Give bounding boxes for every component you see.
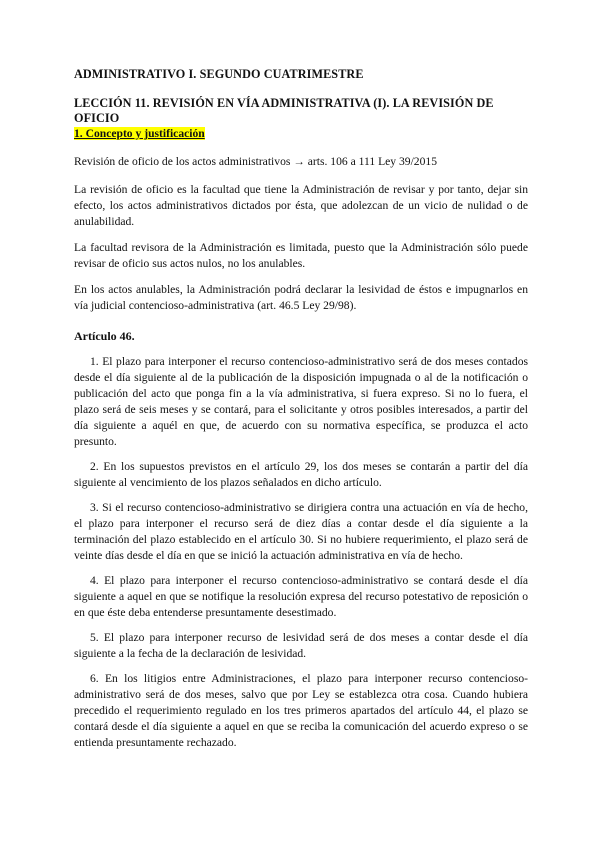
paragraph-anulables: En los actos anulables, la Administración podrá declarar la lesividad de éstos e impugnarlos en vía judicial contencioso-administrativa (art. 46.5 Ley 29/98). [74, 283, 528, 312]
article-item-5: 5. El plazo para interponer recurso de lesividad será de dos meses a contar desde el día siguiente a la fecha de la declaración de lesividad. [74, 631, 528, 660]
article-item-3: 3. Si el recurso contencioso-administrativo se dirigiera contra una actuación en vía de hecho, el plazo para interponer el recurso será de diez días a contar desde el día siguiente a la terminación del plazo establecido en el artículo 30. Si no hubiere requerimiento, el plazo será de veinte días desde el día en que se inició la actuación administrativa en vía de hecho. [74, 501, 528, 562]
article-item-1: 1. El plazo para interponer el recurso contencioso-administrativo será de dos meses contados desde el día siguiente al de la publicación de la disposición impugnada o al de la notificación o publicación del acto que ponga fin a la vía administrativa, si fuera expreso. Si no lo fuera, el plazo será de seis meses y se contará, para el solicitante y otros posibles interesados, a partir del día siguiente a aquél en que, de acuerdo con su normativa específica, se produzca el acto presunto. [74, 355, 528, 448]
article-item-2: 2. En los supuestos previstos en el artículo 29, los dos meses se contarán a partir del día siguiente al vencimiento de los plazos señalados en dicho artículo. [74, 460, 528, 489]
paragraph-legal-reference: Revisión de oficio de los actos administrativos → arts. 106 a 111 Ley 39/2015 [74, 155, 437, 168]
article-title: Artículo 46. [74, 329, 135, 343]
paragraph-limits: La facultad revisora de la Administración es limitada, puesto que la Administración sólo puede revisar de oficio sus actos nulos, no los anulables. [74, 241, 528, 270]
article-item-4: 4. El plazo para interponer el recurso contencioso-administrativo se contará desde el día siguiente a aquel en que se notifique la resolución expresa del recurso potestativo de reposición o en que éste deba entenderse presuntamente desestimado. [74, 574, 528, 619]
paragraph-definition: La revisión de oficio es la facultad que tiene la Administración de revisar y por tanto, dejar sin efecto, los actos administrativos dictados por ésta, que adolezcan de un vicio de nulidad o de anulabilidad. [74, 183, 528, 228]
course-title: ADMINISTRATIVO I. SEGUNDO CUATRIMESTRE [74, 67, 364, 81]
section-heading-highlight: 1. Concepto y justificación [74, 127, 205, 140]
article-item-6: 6. En los litigios entre Administraciones, el plazo para interponer recurso contencioso-administrativo será de dos meses, salvo que por Ley se establezca otra cosa. Cuando hubiera precedido el requerimiento regulado en los tres primeros apartados del artículo 44, el plazo se contará desde el día siguiente a aquel en que se reciba la comunicación del acuerdo expreso o se entienda presuntamente rechazado. [74, 672, 528, 749]
section-heading [74, 126, 528, 142]
lesson-title: LECCIÓN 11. REVISIÓN EN VÍA ADMINISTRATIVA (I). LA REVISIÓN DE OFICIO [74, 96, 494, 125]
document-page [74, 66, 528, 760]
